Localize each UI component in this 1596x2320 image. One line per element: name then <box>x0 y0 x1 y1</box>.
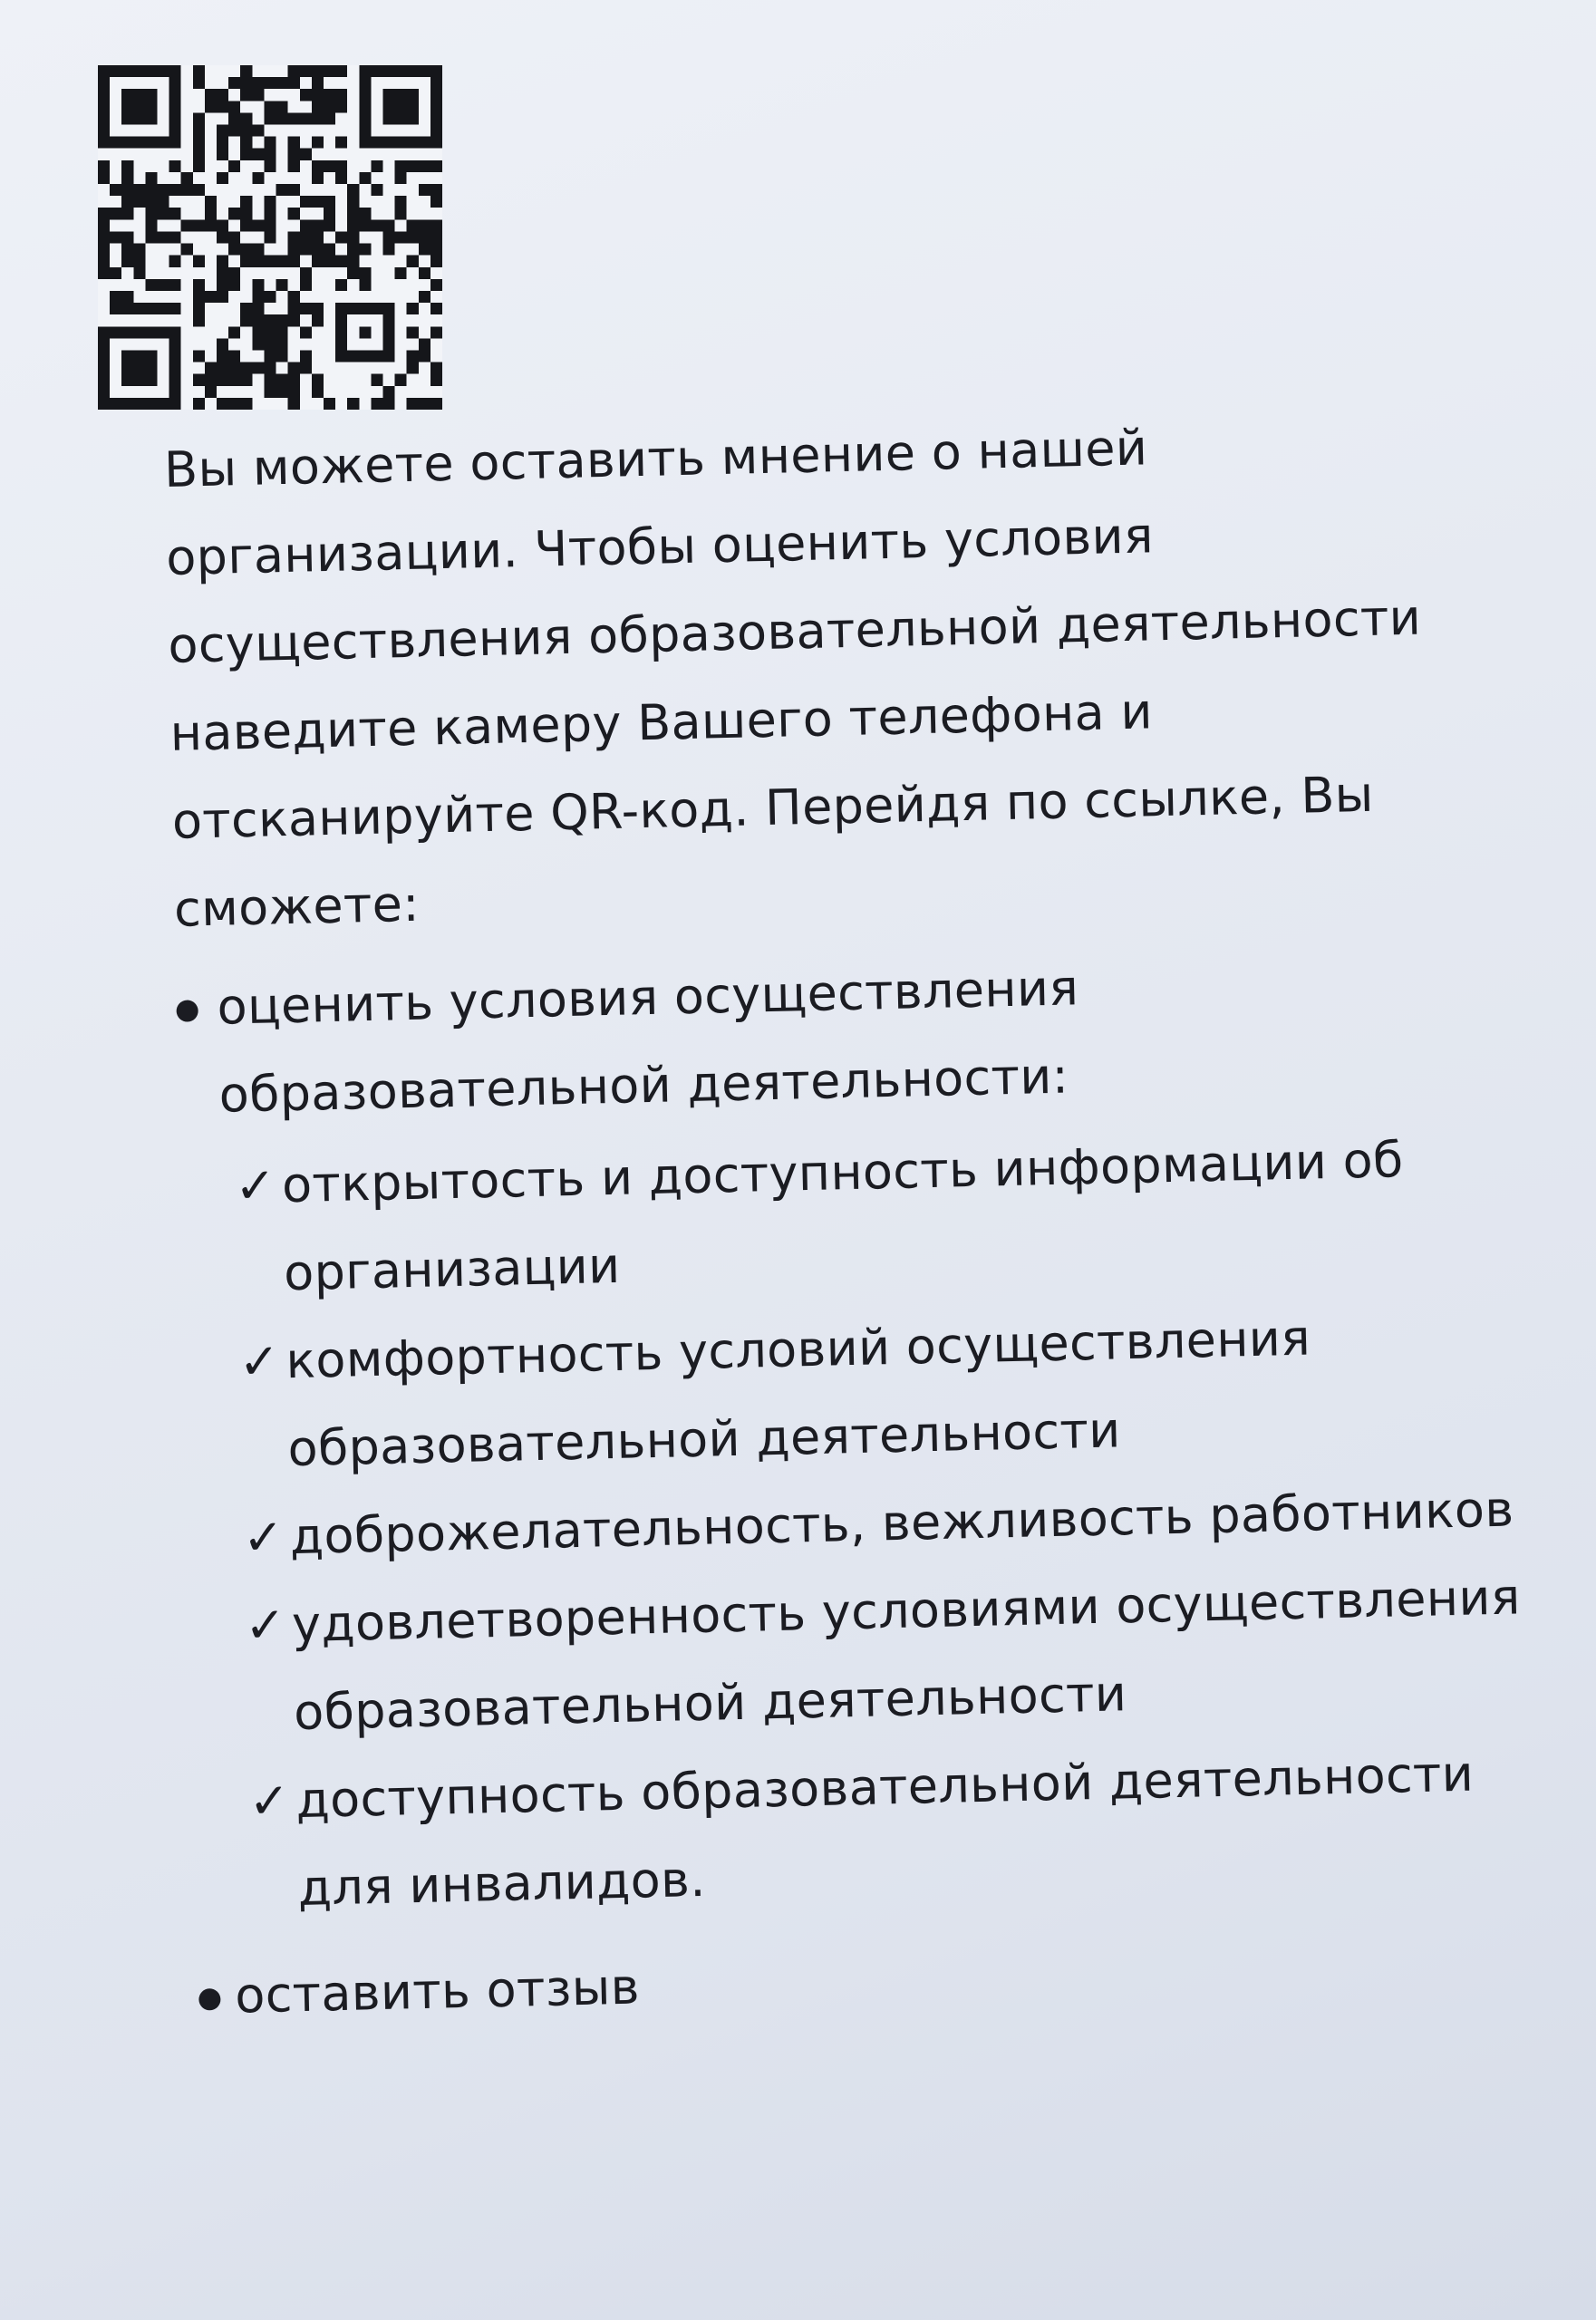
qr-code-icon <box>98 65 442 410</box>
list-item-feedback <box>198 1922 1550 2041</box>
criteria-item <box>244 1552 1543 1757</box>
criteria-label: доброжелательность, вежливость работников <box>289 1480 1514 1566</box>
list-item-label: оценить условия осуществления образовательной деятельности: <box>216 959 1079 1124</box>
criteria-label: удовлетворенность условиями осуществления образовательной деятельности <box>291 1568 1522 1742</box>
criteria-list <box>234 1113 1547 1933</box>
criteria-item <box>237 1289 1537 1494</box>
criteria-label: комфортность условий осуществления образовательной деятельности <box>285 1309 1311 1478</box>
criteria-item <box>247 1728 1547 1933</box>
criteria-label: доступность образовательной деятельности для инвалидов. <box>295 1745 1475 1918</box>
options-list <box>175 933 1550 2040</box>
intro-text: Вы можете оставить мнение о нашей организации. Чтобы оценить условия осуществления образовательной деятельности наведите камеру Вашего телефона и отсканируйте QR-код. Перейдя по ссылке, Вы сможете: <box>163 419 1422 938</box>
checkmark-icon: ✓ <box>237 1332 281 1391</box>
list-item-evaluate <box>175 933 1547 1935</box>
checkmark-icon: ✓ <box>247 1772 291 1831</box>
notice-content <box>163 395 1550 2040</box>
criteria-item <box>234 1113 1533 1318</box>
checkmark-icon: ✓ <box>242 1508 285 1567</box>
criteria-label: открытость и доступность информации об организации <box>281 1131 1405 1302</box>
checkmark-icon: ✓ <box>234 1156 277 1215</box>
list-item-label: оставить отзыв <box>234 1958 641 2025</box>
checkmark-icon: ✓ <box>244 1596 287 1655</box>
